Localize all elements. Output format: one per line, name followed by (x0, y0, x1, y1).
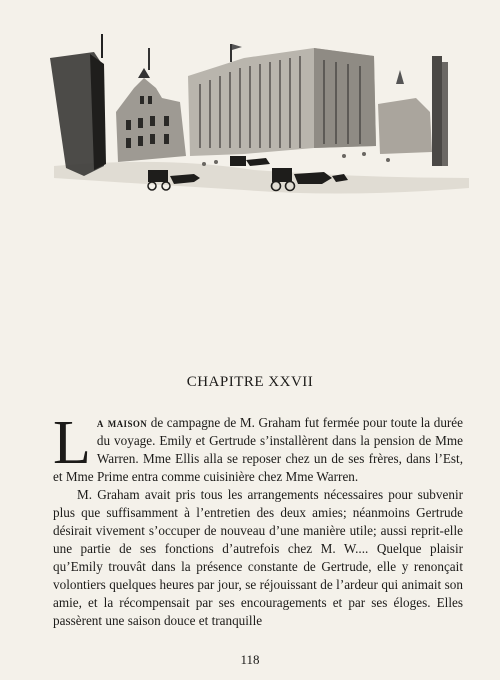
drop-cap: L (53, 409, 91, 477)
paragraph-1 (53, 409, 464, 486)
body-text (53, 409, 464, 630)
street-scene-illustration (44, 28, 472, 208)
paragraph-2: M. Graham avait pris tous les arrangements nécessaires pour subvenir plus que suffisamment à l’entretien des deux amies; néanmoins Gertrude désirait vivement s’occuper de nouveau d’une manière utile; aussi reprit-elle une partie de ses fonctions d’autrefois chez M. W.... Quelque plaisir qu’Emily trouvât dans la présence constante de Gertrude, elle y renonçait volontiers quelques heures par jour, se réjouissant de l’ardeur qui animait son amie, et la récompensait par ses encouragements et par ses éloges. Elles passèrent une saison douce et tranquille (53, 487, 463, 628)
lead-smallcaps: a maison (96, 415, 148, 430)
page-number: 118 (240, 652, 260, 667)
paragraph-1-text: de campagne de M. Graham fut fermée pour toute la durée du voyage. Emily et Gertrude s’installèrent dans la pension de Mme Warren. Mme Ellis alla se reposer chez un de ses frères, dans l’Est, et Mme Prime entra comme cuisinière chez Mme Warren. (53, 415, 464, 484)
chapter-title: CHAPITRE XXVII (186, 374, 314, 390)
